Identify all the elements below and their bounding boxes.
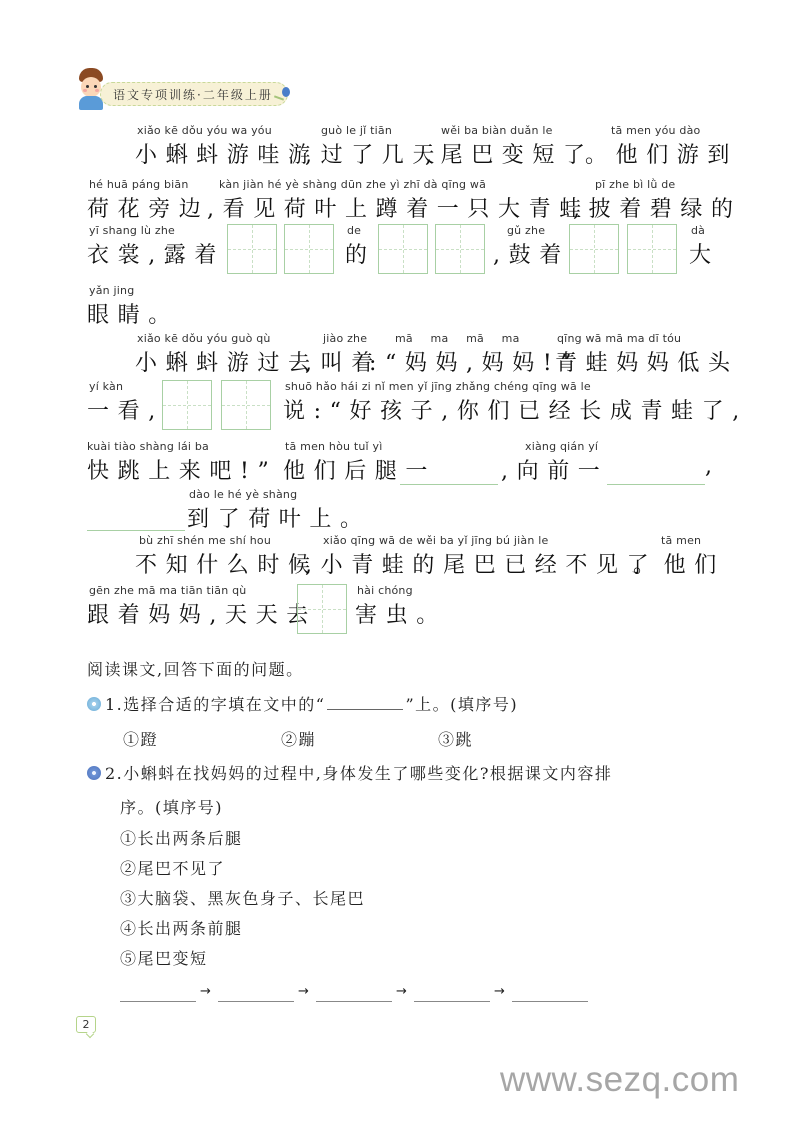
hanzi: 大: [689, 243, 720, 268]
answer-grid-box[interactable]: [435, 224, 485, 274]
hanzi: 荷花旁边: [87, 197, 210, 222]
pinyin: jiào zhe: [323, 332, 368, 345]
passage-line: [87, 124, 739, 180]
passage-line: [87, 380, 748, 436]
pinyin: xiǎo qīng wā de wěi ba yǐ jīng bú jiàn le: [323, 534, 549, 547]
pinyin: de: [347, 224, 362, 237]
pinyin: tā men yóu dào: [611, 124, 701, 137]
hanzi: 一看,: [87, 399, 164, 424]
hanzi: 。他们游到: [585, 143, 739, 168]
sequence-blank[interactable]: [120, 1001, 196, 1002]
answer-blank-line[interactable]: [87, 530, 185, 531]
instruction: 阅读课文,回答下面的问题。: [87, 660, 304, 679]
option-1[interactable]: ①蹬: [123, 730, 159, 749]
hanzi: ,小青蛙的尾巴已经不见了: [305, 553, 658, 578]
pinyin: yī shang lù zhe: [89, 224, 175, 237]
sequence-blank[interactable]: [218, 1001, 294, 1002]
pinyin: qīng wā mā ma dī tóu: [557, 332, 682, 345]
arrow-right-icon: →: [200, 984, 211, 999]
hanzi: :“妈妈,妈妈!”: [369, 351, 581, 376]
pinyin: mā ma mā ma: [395, 332, 520, 345]
answer-grid-box[interactable]: [227, 224, 277, 274]
hanzi: ,: [705, 454, 721, 479]
sequence-answer-row: [120, 978, 600, 1002]
hanzi: 说:“好孩子,你们已经长成青蛙了,: [283, 399, 748, 424]
answer-grid-box[interactable]: [162, 380, 212, 430]
sequence-blank[interactable]: [414, 1001, 490, 1002]
answer-grid-box[interactable]: [297, 584, 347, 634]
pinyin: dà: [691, 224, 706, 237]
book-header: [74, 68, 294, 112]
pinyin: yǎn jing: [89, 284, 135, 297]
pinyin: guò le jǐ tiān: [321, 124, 392, 137]
option-2[interactable]: ②蹦: [281, 730, 317, 749]
question-blank: [327, 696, 403, 710]
pinyin: hé huā páng biān: [89, 178, 189, 191]
answer-grid-box[interactable]: [378, 224, 428, 274]
sequence-blank[interactable]: [512, 1001, 588, 1002]
answer-grid-box[interactable]: [284, 224, 334, 274]
answer-grid-box[interactable]: [627, 224, 677, 274]
flower-bullet-icon: [87, 766, 101, 780]
header-banner: [100, 82, 288, 106]
book-title: 语文专项训练·二年级上册: [113, 87, 273, 102]
pinyin: xiǎo kē dǒu yóu wa yóu: [137, 124, 272, 137]
option-3[interactable]: ③跳: [438, 730, 474, 749]
hanzi: 小蝌蚪游哇游: [135, 143, 319, 168]
pinyin: kuài tiào shàng lái ba: [87, 440, 210, 453]
question-2: 2.小蝌蚪在找妈妈的过程中,身体发生了哪些变化?根据课文内容排: [105, 764, 613, 783]
pinyin: kàn jiàn hé yè shàng dūn zhe yì zhī dà qīng wā: [219, 178, 487, 191]
pinyin: wěi ba biàn duǎn le: [441, 124, 553, 137]
question-2-cont: 序。(填序号): [120, 798, 223, 817]
answer-blank-line[interactable]: [400, 484, 498, 485]
pinyin: shuō hǎo hái zi nǐ men yǐ jīng zhǎng chéng qīng wā le: [285, 380, 591, 393]
passage-line: [87, 534, 725, 590]
hanzi: 小蝌蚪游过去: [135, 351, 319, 376]
page-number: 2: [76, 1016, 96, 1033]
hanzi: 。他们: [633, 553, 725, 578]
hanzi: 跟着妈妈,天天去: [87, 603, 317, 628]
pinyin: dào le hé yè shàng: [189, 488, 298, 501]
hanzi: ,过了几天: [305, 143, 443, 168]
arrow-right-icon: →: [494, 984, 505, 999]
pinyin: tā men: [661, 534, 702, 547]
answer-grid-box[interactable]: [221, 380, 271, 430]
pinyin: xiǎo kē dǒu yóu guò qù: [137, 332, 271, 345]
answer-blank-line[interactable]: [607, 484, 705, 485]
pinyin: gǔ zhe: [507, 224, 546, 237]
stage-option-3: ③大脑袋、黑灰色身子、长尾巴: [120, 889, 366, 908]
stage-option-5: ⑤尾巴变短: [120, 949, 208, 968]
pinyin: yí kàn: [89, 380, 124, 393]
hanzi: 到了荷叶上。: [187, 507, 371, 532]
blue-flower-icon: [280, 86, 292, 100]
pinyin: tā men hòu tuǐ yì: [285, 440, 383, 453]
arrow-right-icon: →: [396, 984, 407, 999]
hanzi: ,鼓着: [493, 243, 570, 268]
hanzi: 眼睛。: [87, 303, 179, 328]
hanzi: 的: [345, 243, 376, 268]
watermark: www.sezq.com: [500, 1060, 740, 1099]
hanzi: 衣裳,露着: [87, 243, 225, 268]
hanzi: ,叫着: [305, 351, 382, 376]
pinyin: xiàng qián yí: [525, 440, 599, 453]
hanzi: 青蛙妈妈低头: [555, 351, 739, 376]
passage-line: [87, 584, 717, 640]
stage-option-4: ④长出两条前腿: [120, 919, 243, 938]
hanzi: 不知什么时候: [135, 553, 319, 578]
hanzi: 害虫。: [355, 603, 447, 628]
hanzi: ,向前一: [501, 459, 609, 484]
snowflake-bullet-icon: [87, 697, 101, 711]
sequence-blank[interactable]: [316, 1001, 392, 1002]
stage-option-2: ②尾巴不见了: [120, 859, 226, 878]
pinyin: hài chóng: [357, 584, 413, 597]
arrow-right-icon: →: [298, 984, 309, 999]
hanzi: 他们后腿一: [283, 459, 437, 484]
answer-grid-box[interactable]: [569, 224, 619, 274]
pinyin: gēn zhe mā ma tiān tiān qù: [89, 584, 247, 597]
pinyin: bù zhī shén me shí hou: [139, 534, 271, 547]
hanzi: 快跳上来吧!”: [87, 459, 278, 484]
hanzi: ,披着碧绿的: [573, 197, 742, 222]
hanzi: ,看见荷叶上蹲着一只大青蛙: [207, 197, 590, 222]
stage-option-1: ①长出两条后腿: [120, 829, 243, 848]
pinyin: pī zhe bì lǜ de: [595, 178, 676, 191]
passage-line: [87, 224, 720, 280]
question-1: 1.选择合适的字填在文中的“ ”上。(填序号): [105, 695, 519, 714]
hanzi: ,尾巴变短了: [425, 143, 594, 168]
